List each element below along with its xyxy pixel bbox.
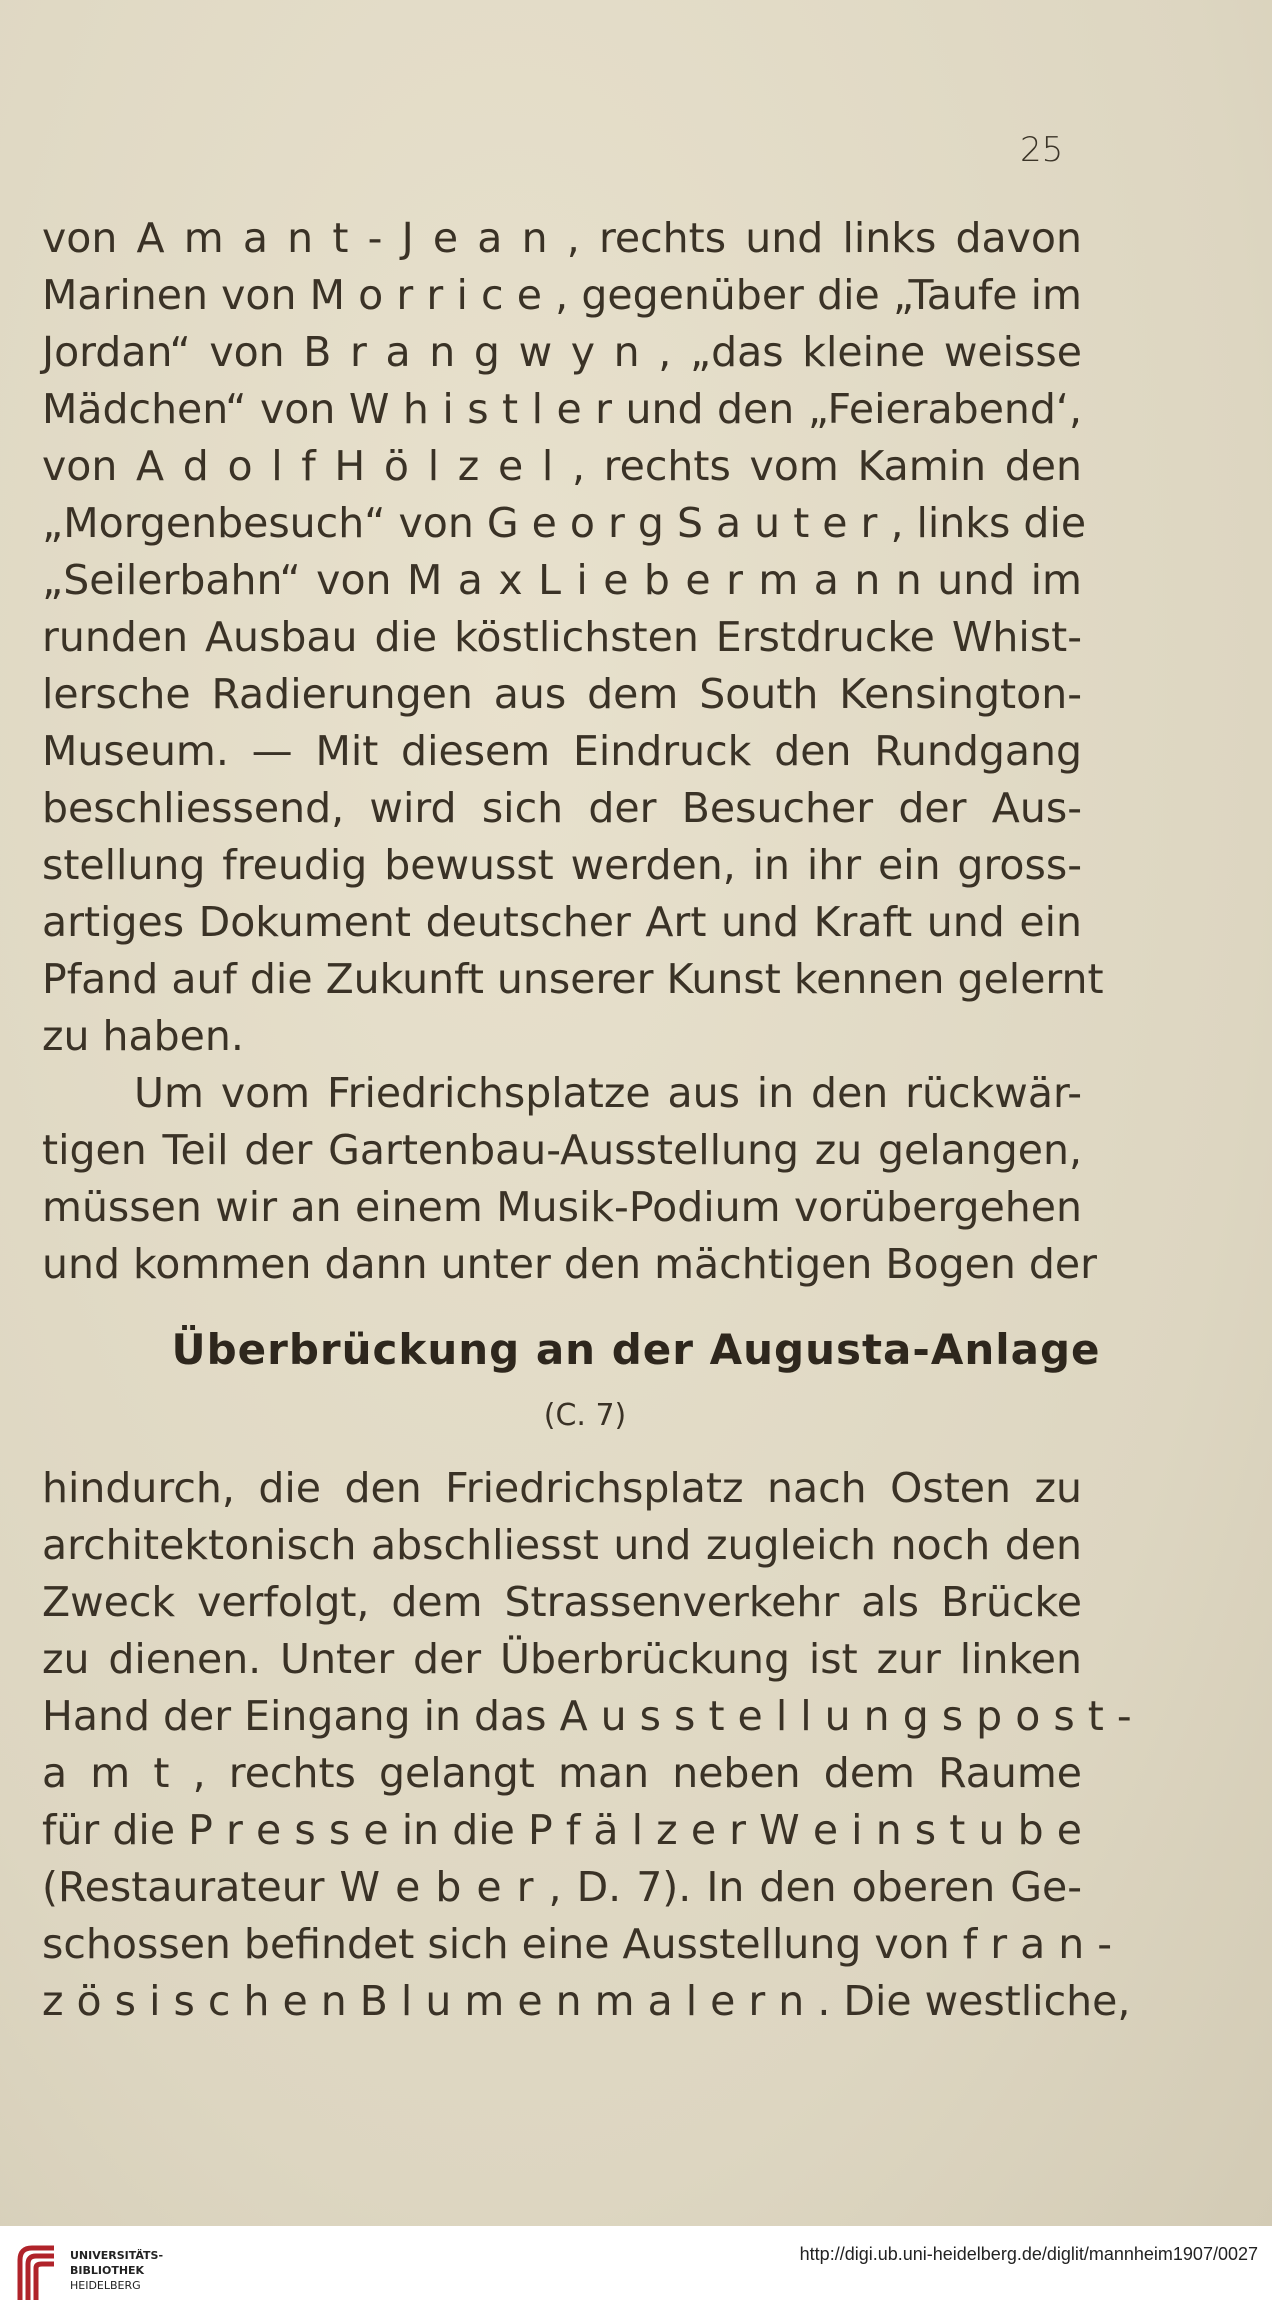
text-line: artiges Dokument deutscher Art und Kraft und ein: [42, 898, 1082, 946]
text-line: tigen Teil der Gartenbau-Ausstellung zu gelangen,: [42, 1126, 1082, 1174]
text-line: und kommen dann unter den mächtigen Bogen der: [42, 1240, 1098, 1288]
text-line: müssen wir an einem Musik-Podium vorübergehen: [42, 1183, 1082, 1231]
text-line: von A m a n t - J e a n , rechts und links davon: [42, 214, 1082, 262]
text-line: Mädchen“ von W h i s t l e r und den „Feierabend‘,: [42, 385, 1082, 433]
text-line: z ö s i s c h e n B l u m e n m a l e r n . Die westliche,: [42, 1977, 1131, 2025]
text-line: zu haben.: [42, 1012, 244, 1060]
text-line: Hand der Eingang in das A u s s t e l l u n g s p o s t -: [42, 1692, 1132, 1740]
text-line: für die P r e s s e in die P f ä l z e r W e i n s t u b e: [42, 1806, 1082, 1854]
paragraph-3: [42, 1460, 1132, 2030]
text-line: schossen befindet sich eine Ausstellung von f r a n -: [42, 1920, 1113, 1968]
source-url-link[interactable]: http://digi.ub.uni-heidelberg.de/diglit/mannheim1907/0027: [799, 2244, 1258, 2264]
text-line: von A d o l f H ö l z e l , rechts vom Kamin den: [42, 442, 1082, 490]
text-line: a m t , rechts gelangt man neben dem Raume: [42, 1749, 1082, 1797]
text-line: lersche Radierungen aus dem South Kensington-: [42, 670, 1082, 718]
library-name-line: BIBLIOTHEK: [70, 2264, 145, 2277]
section-subheading: (C. 7): [543, 1398, 627, 1433]
footer-bar: [0, 2226, 1272, 2320]
text-line: (Restaurateur W e b e r , D. 7). In den oberen Ge-: [42, 1863, 1082, 1911]
text-line: zu dienen. Unter der Überbrückung ist zur linken: [42, 1635, 1082, 1683]
paragraph-1: [42, 210, 1104, 1293]
page-number: 25: [1020, 130, 1064, 170]
library-name-line: HEIDELBERG: [70, 2279, 141, 2292]
section-heading: Überbrückung an der Augusta-Anlage: [171, 1325, 1101, 1374]
text-line: hindurch, die den Friedrichsplatz nach Osten zu: [42, 1464, 1082, 1512]
library-name: [70, 2248, 163, 2293]
text-line: stellung freudig bewusst werden, in ihr ein gross-: [42, 841, 1082, 889]
text-line: Pfand auf die Zukunft unserer Kunst kennen gelernt: [42, 955, 1104, 1003]
text-line: „Seilerbahn“ von M a x L i e b e r m a n n und im: [42, 556, 1082, 604]
text-line: beschliessend, wird sich der Besucher der Aus-: [42, 784, 1082, 832]
text-line: Um vom Friedrichsplatze aus in den rückwär-: [134, 1069, 1082, 1117]
text-line: architektonisch abschliesst und zugleich noch den: [42, 1521, 1082, 1569]
university-library-logo-icon: [14, 2242, 60, 2304]
text-line: Zweck verfolgt, dem Strassenverkehr als Brücke: [42, 1578, 1082, 1626]
library-name-line: UNIVERSITÄTS-: [70, 2249, 164, 2262]
text-line: Marinen von M o r r i c e , gegenüber die „Taufe im: [42, 271, 1082, 319]
text-line: runden Ausbau die köstlichsten Erstdrucke Whist-: [42, 613, 1082, 661]
text-line: Jordan“ von B r a n g w y n , „das kleine weisse: [42, 328, 1082, 376]
text-line: Museum. — Mit diesem Eindruck den Rundgang: [42, 727, 1082, 775]
text-line: „Morgenbesuch“ von G e o r g S a u t e r , links die: [42, 499, 1087, 547]
